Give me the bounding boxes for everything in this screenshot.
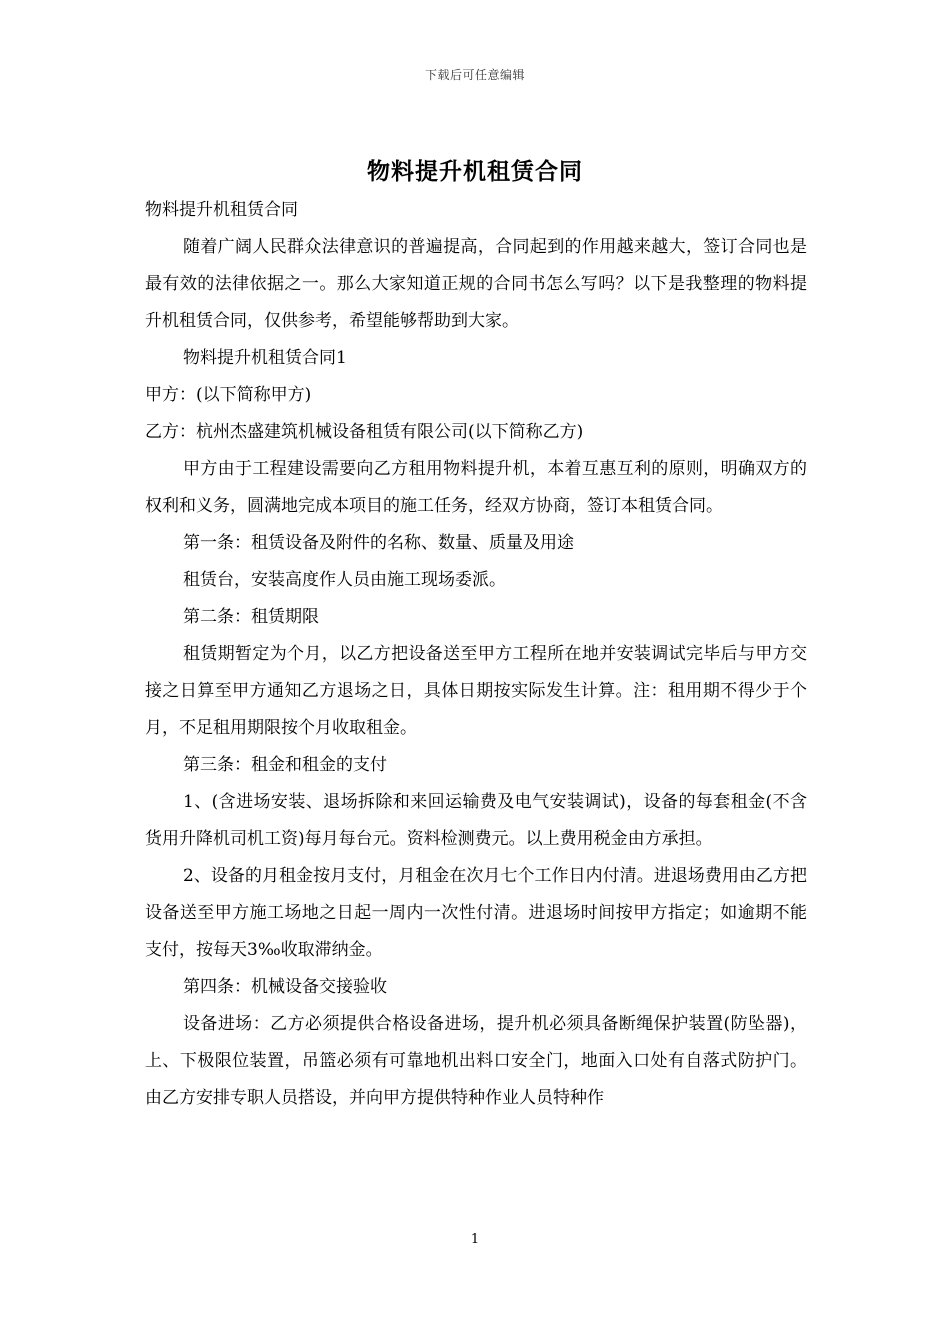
subtitle-paragraph: 物料提升机租赁合同 <box>145 200 298 220</box>
article-2-heading: 第二条：租赁期限 <box>183 607 319 627</box>
intro-paragraph: 随着广阔人民群众法律意识的普遍提高，合同起到的作用越来越大，签订合同也是最有效的法律依据之一。那么大家知道正规的合同书怎么写吗？以下是我整理的物料提升机租赁合同，仅供参考，希望能够帮助到大家。 <box>145 237 807 331</box>
header-note: 下载后可任意编辑 <box>424 68 525 82</box>
party-a-line: 甲方：(以下简称甲方) <box>145 385 312 405</box>
preamble-paragraph: 甲方由于工程建设需要向乙方租用物料提升机，本着互惠互利的原则，明确双方的权利和义务，圆满地完成本项目的施工任务，经双方协商，签订本租赁合同。 <box>145 459 807 516</box>
article-1-heading: 第一条：租赁设备及附件的名称、数量、质量及用途 <box>183 533 574 553</box>
document-title: 物料提升机租赁合同 <box>367 158 583 185</box>
article-2-paragraph: 租赁期暂定为个月，以乙方把设备送至甲方工程所在地并安装调试完毕后与甲方交接之日算至甲方通知乙方退场之日，具体日期按实际发生计算。注：租用期不得少于个月，不足租用期限按个月收取租金。 <box>145 644 807 738</box>
article-3-clause-1: 1、(含进场安装、退场拆除和来回运输费及电气安装调试)，设备的每套租金(不含货用升降机司机工资)每月每台元。资料检测费元。以上费用税金由方承担。 <box>145 792 807 849</box>
page-number: 1 <box>470 1232 480 1247</box>
article-4-heading: 第四条：机械设备交接验收 <box>183 977 387 997</box>
document-body <box>145 192 807 1117</box>
contract-heading: 物料提升机租赁合同1 <box>183 348 347 368</box>
article-4-paragraph: 设备进场：乙方必须提供合格设备进场，提升机必须具备断绳保护装置(防坠器)，上、下极限位装置，吊篮必须有可靠地机出料口安全门，地面入口处有自落式防护门。由乙方安排专职人员搭设，并向甲方提供特种作业人员特种作 <box>145 1014 807 1108</box>
article-1-paragraph: 租赁台，安装高度作人员由施工现场委派。 <box>183 570 506 590</box>
party-b-line: 乙方：杭州杰盛建筑机械设备租赁有限公司(以下简称乙方) <box>145 422 584 442</box>
article-3-clause-2: 2、设备的月租金按月支付，月租金在次月七个工作日内付清。进退场费用由乙方把设备送至甲方施工场地之日起一周内一次性付清。进退场时间按甲方指定；如逾期不能支付，按每天3‰收取滞纳金。 <box>145 866 807 960</box>
article-3-heading: 第三条：租金和租金的支付 <box>183 755 387 775</box>
